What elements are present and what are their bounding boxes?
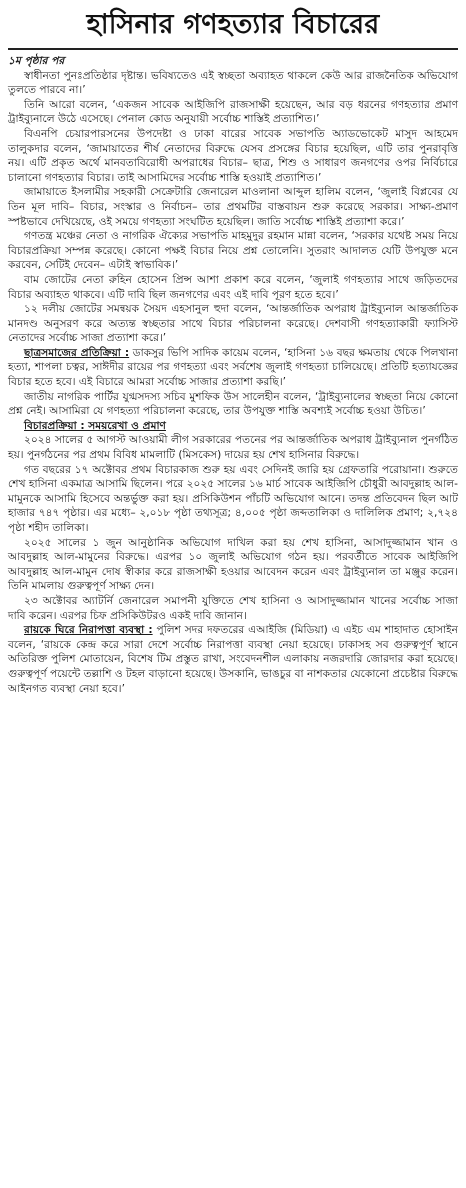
paragraph-text: গত বছরের ১৭ অক্টোবর প্রথম বিচারকাজ শুরু হয় এবং সেদিনই জারি হয় গ্রেফতারি পরোয়ানা। শুরুতে শেখ হাসিনা একমাত্র আসামি ছিলেন। পরে ২০২৫ সালের ১৬ মার্চ সাবেক আইজিপি চৌধুরী আবদুল্লাহ আল-মামুনকে আসামি হিসেবে অন্তর্ভুক্ত করা হয়। প্রসিকিউশন পাঁচটি অভিযোগ আনে। তদন্ত প্রতিবেদন ছিল আট হাজার ৭৪৭ পৃষ্ঠার। এর মধ্যে– ২,০১৮ পৃষ্ঠা তথ্যসূত্র; ৪,০০৫ পৃষ্ঠা জব্দতালিকা ও দালিলিক প্রমাণ; ২,৭২৪ পৃষ্ঠা শহীদ তালিকা। [8, 463, 458, 534]
article-paragraph [8, 390, 458, 419]
paragraph-text: বাম জোটের নেতা রুহিন হোসেন প্রিন্স আশা প্রকাশ করে বলেন, ‘জুলাই গণহত্যার সাথে জড়িতদের বিচার অব্যাহত থাকবে। এটি দাবি ছিল জনগণের এবং এই দাবি পূরণ হতে হবে।’ [8, 273, 458, 301]
article-paragraph [8, 594, 458, 623]
section-heading-text: বিচারপ্রক্রিয়া : সময়রেখা ও প্রমাণ [24, 419, 166, 432]
article-paragraph [8, 302, 458, 346]
paragraph-text: ২০২৫ সালের ১ জুন আনুষ্ঠানিক অভিযোগ দাখিল করা হয় শেখ হাসিনা, আসাদুজ্জামান খান ও আবদুল্লাহ আল-মামুনের বিরুদ্ধে। এরপর ১০ জুলাই অভিযোগ গঠন হয়। পরবর্তীতে সাবেক আইজিপি আবদুল্লাহ আল-মামুন দোষ স্বীকার করে রাজসাক্ষী হওয়ার আবেদন করেন এবং ট্রাইব্যুনাল তা মঞ্জুর করেন। তিনি মামলায় গুরুত্বপূর্ণ সাক্ষ্য দেন। [8, 536, 458, 593]
paragraph-text: জাতীয় নাগরিক পার্টির যুগ্মসদস্য সচিব মুশফিক উস সালেহীন বলেন, ‘ট্রাইব্যুনালের স্বচ্ছতা নিয়ে কোনো প্রশ্ন নেই। আসামিরা যে গণহত্যা পরিচালনা করেছে, তার উপযুক্ত শাস্তি অবশ্যই সর্বোচ্চ হওয়া উচিত।’ [8, 390, 458, 418]
paragraph-text: ১২ দলীয় জোটের সমন্বয়ক সৈয়দ এহসানুল হুদা বলেন, ‘আন্তর্জাতিক অপরাধ ট্রাইব্যুনাল আন্তর্জাতিক মানদণ্ড অনুসরণ করে অত্যন্ত স্বচ্ছতার সাথে বিচার পরিচালনা করেছে। দেশবাসী গণহত্যাকারী ফ্যাসিস্ট নেতাদের সর্বোচ্চ সাজা প্রত্যাশা করে।’ [8, 303, 458, 345]
article-paragraph [8, 273, 458, 302]
continued-from-page-1: ১ম পৃষ্ঠার পর [8, 55, 65, 67]
paragraph-text: পুলিশ সদর দফতরের এআইজি (মিডিয়া) এ এইচ এম শাহাদাত হোসাইন বলেন, ‘রায়কে কেন্দ্র করে সারা দেশে সর্বোচ্চ নিরাপত্তা ব্যবস্থা নেয়া হয়েছে। ঢাকাসহ সব গুরুত্বপূর্ণ স্থানে অতিরিক্ত পুলিশ মোতায়েন, বিশেষ টিম প্রস্তুত রাখা, সংবেদনশীল এলাকায় নজরদারি জোরদার করা হয়েছে। গুরুত্বপূর্ণ পয়েন্টে তল্লাশি ও টহল বাড়ানো হয়েছে। উসকানি, ভাঙচুর বা নাশকতার যেকোনো প্রচেষ্টার বিরুদ্ধে আইনগত ব্যবস্থা নেয়া হবে।’ [8, 624, 459, 695]
paragraph-text: ২৩ অক্টোবর অ্যাটর্নি জেনারেল সমাপনী যুক্তিতে শেখ হাসিনা ও আসাদুজ্জামান খানের সর্বোচ্চ সাজা দাবি করেন। এরপর চিফ প্রসিকিউটরও একই দাবি জানান। [8, 594, 458, 622]
article-paragraph [8, 229, 458, 273]
article-paragraph [8, 433, 458, 462]
paragraph-text: তিনি আরো বলেন, ‘একজন সাবেক আইজিপি রাজসাক্ষী হয়েছেন, আর বড় ধরনের গণহত্যার প্রমাণ ট্রাইব্যুনালে উঠে এসেছে। পেনাল কোড অনুযায়ী সর্বোচ্চ শাস্তিই প্রত্যাশিত।’ [8, 98, 458, 126]
paragraph-subhead: রায়কে ঘিরে নিরাপত্তা ব্যবস্থা : [24, 624, 153, 637]
article-paragraph [8, 69, 458, 98]
section-heading [8, 419, 458, 434]
article-paragraph [8, 127, 458, 185]
article-paragraph [8, 346, 458, 390]
article-paragraph [8, 536, 458, 594]
paragraph-text: জামায়াতে ইসলামীর সহকারী সেক্রেটারি জেনারেল মাওলানা আব্দুল হালিম বলেন, ‘জুলাই বিপ্লবের যে তিন মূল দাবি– বিচার, সংস্কার ও নির্বাচন– তার প্রথমটির বাস্তবায়ন শুরু করেছে সরকার। সাক্ষ্য-প্রমাণ স্পষ্টভাবে দেখিয়েছে, ওই সময়ে গণহত্যা সংঘটিত হয়েছিল। জাতি সর্বোচ্চ শাস্তিই প্রত্যাশা করে।’ [8, 186, 458, 228]
paragraph-subhead: ছাত্রসমাজের প্রতিক্রিয়া : [24, 346, 130, 359]
paragraph-text: বিএনপি চেয়ারপারসনের উপদেষ্টা ও ঢাকা বারের সাবেক সভাপতি অ্যাডভোকেট মাসুদ আহমেদ তালুকদার বলেন, ‘জামায়াতের শীর্ষ নেতাদের বিরুদ্ধে যেসব প্রসঙ্গের বিচার হয়েছিল, এটি তার পুনরাবৃত্তি নয়। এটি প্রকৃত অর্থে মানবতাবিরোধী অপরাধের বিচার– ছাত্র, শিশু ও সাধারণ জনগণের ওপর নির্বিচারে চালানো গণহত্যার বিচার। তাই আসামিদের সর্বোচ্চ শাস্তি হওয়াই প্রত্যাশিত।’ [8, 127, 458, 184]
article-body [8, 54, 458, 696]
article-paragraph [8, 463, 458, 536]
paragraph-text: ২০২৪ সালের ৫ আগস্ট আওয়ামী লীগ সরকারের পতনের পর আন্তর্জাতিক অপরাধ ট্রাইব্যুনাল পুনর্গঠিত হয়। পুনর্গঠনের পর প্রথম বিবিধ মামলাটি (মিসকেস) দায়ের হয় শেখ হাসিনার বিরুদ্ধে। [8, 434, 458, 462]
continued-label [8, 54, 458, 69]
article-paragraph [8, 185, 458, 229]
article-paragraph [8, 98, 458, 127]
paragraph-text: স্বাধীনতা পুনঃপ্রতিষ্ঠার দৃষ্টান্ত। ভবিষ্যতেও এই স্বচ্ছতা অব্যাহত থাকলে কেউ আর রাজনৈতিক অভিযোগ তুলতে পারবে না।’ [8, 69, 458, 97]
headline: হাসিনার গণহত্যার বিচারের [86, 9, 380, 40]
headline-rule [8, 48, 458, 50]
paragraph-text: গণতন্ত্র মঞ্চের নেতা ও নাগরিক ঐক্যের সভাপতি মাহমুদুর রহমান মান্না বলেন, ‘সরকার যথেষ্ট সময় নিয়ে বিচারপ্রক্রিয়া সম্পন্ন করেছে। কোনো পক্ষই বিচার নিয়ে প্রশ্ন তোলেনি। সুতরাং আদালত যেটি উপযুক্ত মনে করবেন, সেটিই দেবেন– এটাই স্বাভাবিক।’ [8, 230, 458, 272]
paragraph-text: ডাকসুর ভিপি সাদিক কায়েম বলেন, ‘হাসিনা ১৬ বছর ক্ষমতায় থেকে পিলখানা হত্যা, শাপলা চত্বর, সাঈদীর রায়ের পর গণহত্যা এবং সর্বশেষ জুলাই গণহত্যা চালিয়েছে। প্রতিটি হত্যাযজ্ঞের বিচার হতে হবে। এই বিচারে আমরা সর্বোচ্চ সাজার প্রত্যাশা করছি।’ [8, 346, 458, 389]
article-paragraph [8, 623, 458, 696]
